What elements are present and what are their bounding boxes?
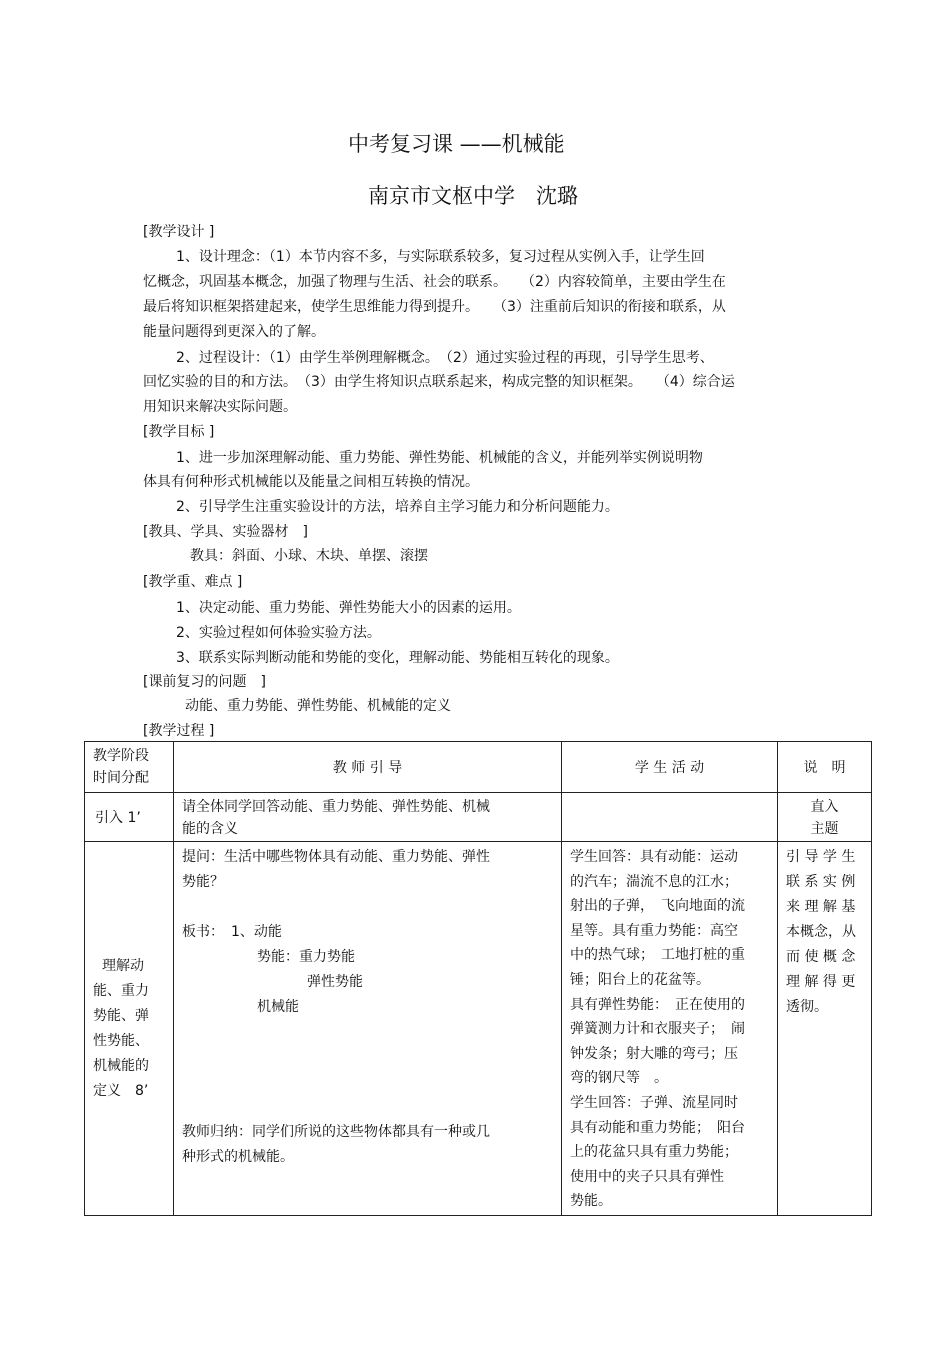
row2-note-line: 本概念，从 [786, 924, 856, 940]
header-note: 说 明 [778, 742, 872, 793]
row2-student-line: 学生回答：具有动能：运动 [570, 849, 738, 865]
keypoint-item: 1、决定动能、重力势能、弹性势能大小的因素的运用。 [176, 600, 521, 616]
header-stage-line: 教学阶段 [93, 748, 149, 764]
section-heading-design: [教学设计 ] [143, 224, 215, 240]
goals-p1-line1: 1、进一步加深理解动能、重力势能、弹性势能、机械能的含义，并能列举实例说明物 [176, 450, 703, 466]
row1-stage: 引入 1’ [85, 793, 174, 842]
row2-student-line: 钟发条；射大雕的弯弓；压 [570, 1045, 738, 1062]
design-p1-line1: 1、设计理念：（1）本节内容不多，与实际联系较多，复习过程从实例入手，让学生回 [176, 249, 705, 265]
header-teacher: 教 师 引 导 [174, 742, 562, 793]
keypoint-item: 2、实验过程如何体验实验方法。 [176, 625, 381, 641]
section-heading-goals: [教学目标 ] [143, 424, 215, 440]
section-heading-process: [教学过程 ] [143, 723, 215, 739]
goals-p1-line2: 体具有何种形式机械能以及能量之间相互转换的情况。 [143, 474, 479, 490]
tools-line: 教具：斜面、小球、木块、单摆、滚摆 [190, 548, 428, 564]
row1-teacher-line: 能的含义 [182, 821, 238, 837]
row2-note-line: 而 使 概 念 [786, 949, 856, 965]
row2-student-line: 弯的钢尺等 。 [570, 1070, 668, 1087]
design-p2-line2: 回忆实验的目的和方法。 （3）由学生将知识点联系起来，构成完整的知识框架。 （4）综合运 [143, 374, 735, 390]
header-student: 学 生 活 动 [562, 742, 778, 793]
row1-student [562, 793, 778, 842]
row1-note [778, 793, 872, 842]
row2-stage-line: 势能、弹 [93, 1007, 149, 1024]
row2-note-line: 引 导 学 生 [786, 849, 856, 865]
row2-stage-line: 能、重力 [93, 982, 149, 999]
row2-student-line: 具有动能和重力势能； 阳台 [570, 1119, 745, 1136]
document-title: 中考复习课 ——机械能 [348, 132, 565, 156]
row2-stage-line: 性势能、 [93, 1032, 149, 1049]
row2-student-line: 使用中的夹子只具有弹性 [570, 1168, 724, 1185]
table-row [85, 842, 872, 1216]
row2-teacher-question: 势能？ [182, 874, 224, 890]
row2-board-line: 机械能 [257, 999, 299, 1015]
table-row [85, 793, 872, 842]
row2-note-line: 透彻。 [786, 999, 828, 1015]
row2-student-line: 星等。具有重力势能：高空 [570, 922, 738, 939]
table-header-row [85, 742, 872, 793]
row2-student-line: 上的花盆只具有重力势能； [570, 1144, 738, 1161]
row1-note-line: 主题 [810, 821, 839, 837]
row2-teacher-summary: 种形式的机械能。 [182, 1149, 294, 1165]
header-stage [85, 742, 174, 793]
row2-teacher-question: 提问：生活中哪些物体具有动能、重力势能、弹性 [182, 849, 490, 865]
row1-teacher-line: 请全体同学回答动能、重力势能、弹性势能、机械 [182, 799, 490, 815]
section-heading-preview: [课前复习的问题 ] [143, 674, 266, 690]
section-heading-tools: [教具、学具、实验器材 ] [143, 524, 308, 540]
document-author: 南京市文枢中学 沈璐 [368, 184, 578, 208]
design-p1-line3: 最后将知识框架搭建起来，使学生思维能力得到提升。 （3）注重前后知识的衔接和联系，从 [143, 299, 726, 315]
row2-student-line: 射出的子弹， 飞向地面的流 [570, 898, 745, 915]
row2-student-line: 的汽车；湍流不息的江水； [570, 873, 738, 890]
keypoint-item: 3、联系实际判断动能和势能的变化，理解动能、势能相互转化的现象。 [176, 650, 619, 666]
row2-note-line: 联 系 实 例 [786, 874, 856, 890]
row2-stage [85, 842, 174, 1216]
row2-note-line: 来 理 解 基 [786, 899, 856, 915]
row2-student-line: 具有弹性势能： 正在使用的 [570, 996, 745, 1013]
row2-student-line: 学生回答：子弹、流星同时 [570, 1094, 738, 1111]
row2-note [778, 842, 872, 1216]
row2-stage-line: 定义 8’ [93, 1082, 149, 1099]
row2-teacher-summary: 教师归纳：同学们所说的这些物体都具有一种或几 [182, 1124, 490, 1140]
row2-student [562, 842, 778, 1216]
design-p1-line2: 忆概念，巩固基本概念，加强了物理与生活、社会的联系。 （2）内容较简单，主要由学生在 [143, 274, 726, 290]
design-p1-line4: 能量问题得到更深入的了解。 [143, 324, 325, 340]
header-stage-line: 时间分配 [93, 770, 149, 786]
goals-p2: 2、引导学生注重实验设计的方法，培养自主学习能力和分析问题能力。 [176, 499, 619, 515]
row1-note-line: 直入 [810, 799, 839, 815]
row2-board-line: 势能：重力势能 [257, 949, 355, 965]
row1-teacher [174, 793, 562, 842]
row2-board-line: 弹性势能 [307, 974, 363, 990]
row2-student-line: 锤；阳台上的花盆等。 [570, 971, 710, 988]
row2-teacher [174, 842, 562, 1216]
row2-note-line: 理 解 得 更 [786, 974, 856, 990]
design-p2-line3: 用知识来解决实际问题。 [143, 399, 297, 415]
preview-line: 动能、重力势能、弹性势能、机械能的定义 [185, 698, 451, 714]
row2-student-line: 弹簧测力计和衣服夹子； 闹 [570, 1021, 745, 1038]
row2-stage-line: 机械能的 [93, 1057, 149, 1074]
lesson-process-table [84, 741, 872, 1216]
row2-board-line: 板书： 1、动能 [182, 924, 282, 940]
row2-student-line: 势能。 [570, 1193, 612, 1210]
section-heading-keypoints: [教学重、难点 ] [143, 574, 243, 590]
design-p2-line1: 2、过程设计：（1）由学生举例理解概念。 （2）通过实验过程的再现，引导学生思考、 [176, 350, 714, 366]
row2-student-line: 中的热气球； 工地打桩的重 [570, 947, 745, 964]
row2-stage-line: 理解动 [102, 957, 144, 974]
